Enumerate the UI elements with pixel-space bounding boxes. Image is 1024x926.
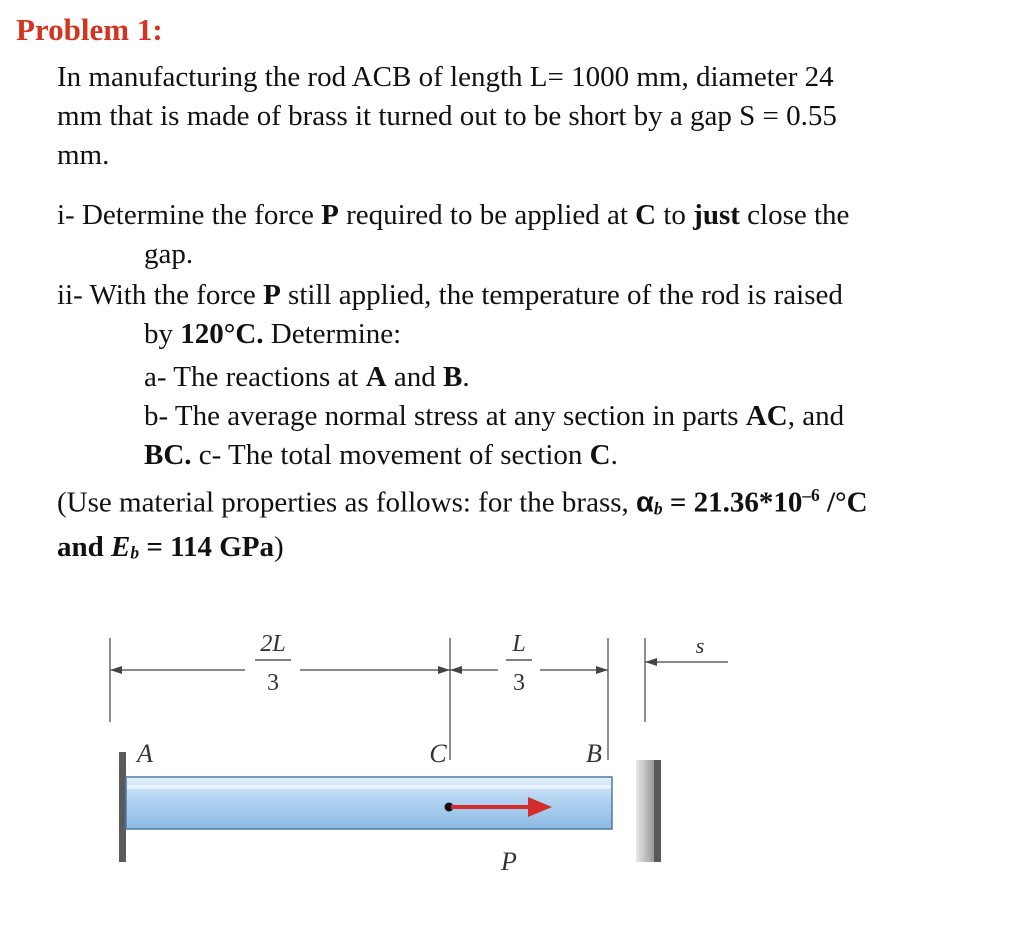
force-arrow-head: [528, 797, 552, 817]
rod: [126, 777, 612, 829]
intro-line-2: mm that is made of brass it turned out to be short by a gap S = 0.55: [57, 100, 837, 132]
dim-ac-denominator: 3: [267, 670, 279, 696]
alpha-symbol: α: [636, 486, 654, 519]
label-a: A: [137, 739, 153, 768]
label-c: C: [429, 739, 447, 768]
wall-b: [654, 760, 661, 862]
intro-line-3: mm.: [57, 139, 110, 171]
problem-title: Problem 1:: [16, 12, 163, 47]
part-ii-line-2: by 120°C. Determine:: [144, 318, 402, 350]
wall-a: [119, 752, 126, 862]
part-ii: [57, 276, 843, 354]
part-i-line-1: i- Determine the force P required to be applied at C to just close the: [57, 199, 850, 231]
material-properties: [57, 476, 868, 573]
gap-label: s: [695, 633, 705, 658]
dim-arrow-gap: [645, 658, 657, 666]
label-b: B: [586, 739, 602, 768]
dim-arrow-cb-left: [450, 666, 462, 674]
intro-line-1: In manufacturing the rod ACB of length L= 1000 mm, diameter 24: [57, 61, 834, 93]
part-a-b: [144, 358, 844, 475]
part-a: a- The reactions at A and B.: [144, 361, 470, 393]
part-b: b- The average normal stress at any section in parts AC, and: [144, 400, 845, 432]
material-line-1: (Use material properties as follows: for the brass, $\alpha b = 21.36*10^{-6}$ /°C: [57, 485, 868, 519]
dim-arrow-cb-right: [596, 666, 608, 674]
wall-b-shade: [636, 760, 654, 862]
part-b-c: BC. c- The total movement of section C.: [144, 439, 618, 471]
dim-cb-numerator: L: [512, 631, 526, 657]
part-i: [57, 196, 849, 274]
material-line-2: and Eb = 114 GPa): [57, 531, 284, 564]
intro-paragraph: [57, 58, 837, 175]
part-i-line-2: gap.: [144, 238, 194, 270]
force-point: [445, 803, 454, 812]
part-ii-line-1: ii- With the force P still applied, the temperature of the rod is raised: [57, 279, 843, 311]
dim-arrow-ac-right: [438, 666, 450, 674]
dim-ac-numerator: 2L: [260, 631, 286, 657]
dim-arrow-ac-left: [110, 666, 122, 674]
dim-cb-denominator: 3: [513, 670, 525, 696]
force-label: P: [501, 847, 517, 876]
